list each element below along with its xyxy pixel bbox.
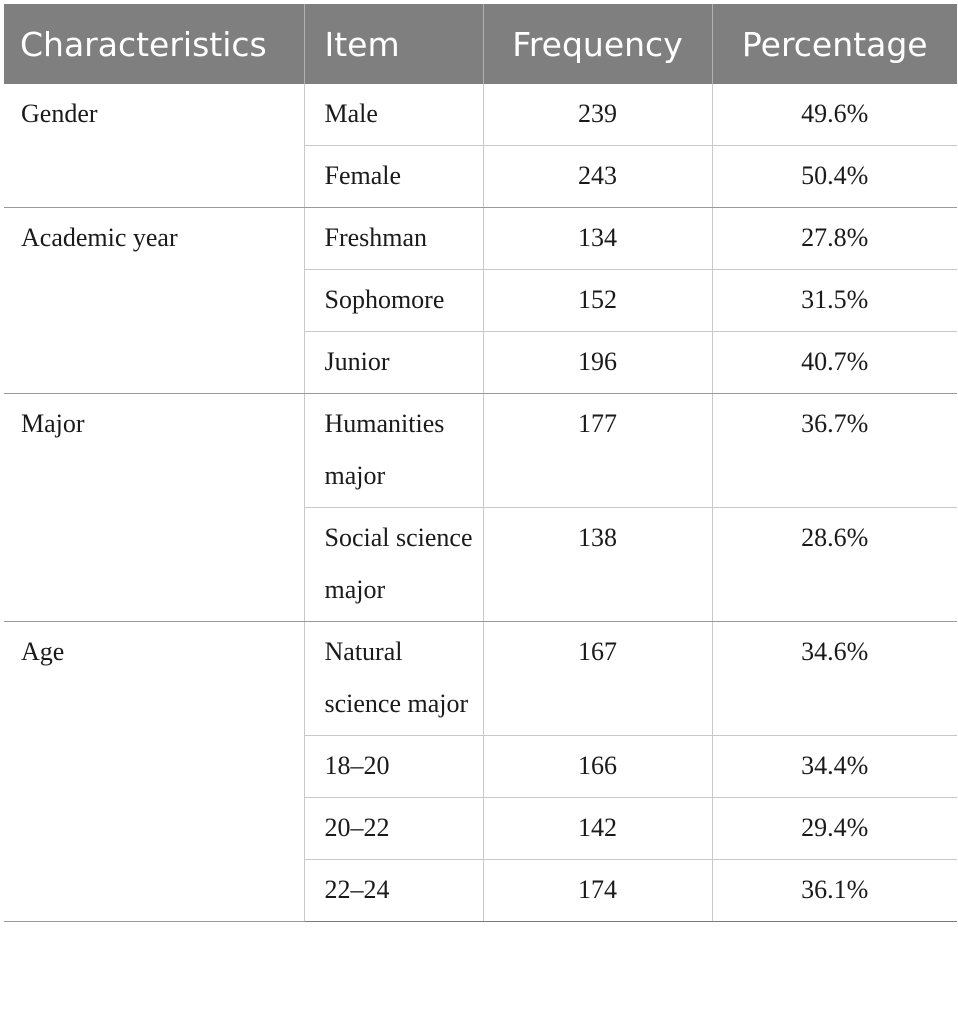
characteristic-cell: Gender	[4, 84, 304, 208]
percentage-cell: 34.4%	[712, 736, 957, 798]
percentage-cell: 50.4%	[712, 146, 957, 208]
item-cell: Junior	[304, 332, 483, 394]
item-cell: 22–24	[304, 860, 483, 922]
frequency-cell: 177	[483, 394, 712, 508]
percentage-cell: 40.7%	[712, 332, 957, 394]
table-row	[4, 622, 957, 736]
item-cell: Female	[304, 146, 483, 208]
header-item: Item	[304, 4, 483, 84]
frequency-cell: 243	[483, 146, 712, 208]
frequency-cell: 167	[483, 622, 712, 736]
frequency-cell: 152	[483, 270, 712, 332]
percentage-cell: 27.8%	[712, 208, 957, 270]
frequency-cell: 134	[483, 208, 712, 270]
frequency-cell: 166	[483, 736, 712, 798]
item-cell: 20–22	[304, 798, 483, 860]
characteristic-cell: Age	[4, 622, 304, 922]
percentage-cell: 29.4%	[712, 798, 957, 860]
item-cell: Male	[304, 84, 483, 146]
header-frequency: Frequency	[483, 4, 712, 84]
item-cell: 18–20	[304, 736, 483, 798]
demographics-table	[4, 4, 957, 922]
item-cell: Humanities major	[304, 394, 483, 508]
frequency-cell: 196	[483, 332, 712, 394]
table-row	[4, 394, 957, 508]
percentage-cell: 49.6%	[712, 84, 957, 146]
characteristic-cell: Academic year	[4, 208, 304, 394]
header-percentage: Percentage	[712, 4, 957, 84]
percentage-cell: 34.6%	[712, 622, 957, 736]
frequency-cell: 239	[483, 84, 712, 146]
item-cell: Social science major	[304, 508, 483, 622]
frequency-cell: 174	[483, 860, 712, 922]
item-cell: Freshman	[304, 208, 483, 270]
item-cell: Natural science major	[304, 622, 483, 736]
percentage-cell: 28.6%	[712, 508, 957, 622]
characteristic-cell: Major	[4, 394, 304, 622]
percentage-cell: 31.5%	[712, 270, 957, 332]
item-cell: Sophomore	[304, 270, 483, 332]
percentage-cell: 36.7%	[712, 394, 957, 508]
header-row	[4, 4, 957, 84]
percentage-cell: 36.1%	[712, 860, 957, 922]
header-characteristics: Characteristics	[4, 4, 304, 84]
demographics-table-container	[4, 4, 957, 922]
table-header	[4, 4, 957, 84]
frequency-cell: 138	[483, 508, 712, 622]
table-row	[4, 84, 957, 146]
frequency-cell: 142	[483, 798, 712, 860]
table-body	[4, 84, 957, 922]
table-row	[4, 208, 957, 270]
